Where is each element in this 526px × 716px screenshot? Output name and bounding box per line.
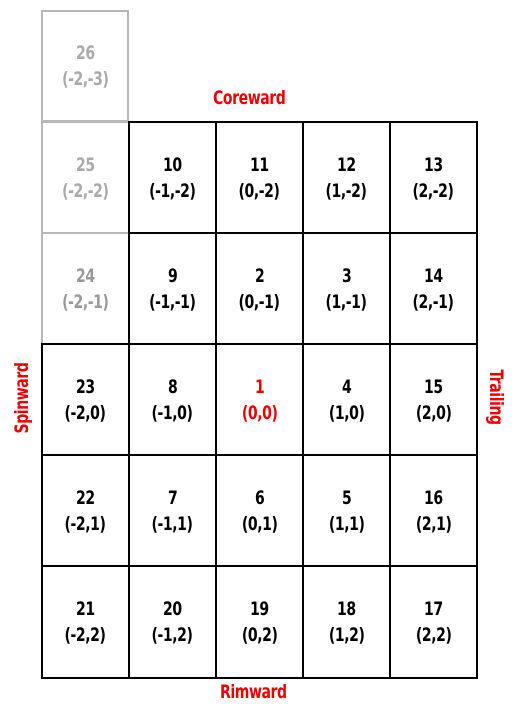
sector-cell <box>302 232 391 345</box>
sector-number: 6 <box>254 486 265 509</box>
sector-number: 8 <box>167 375 178 398</box>
sector-number: 21 <box>76 598 95 620</box>
sector-coordinate: (-2,-1) <box>62 290 109 313</box>
sector-cell <box>389 232 478 345</box>
sector-coordinate: (-1,1) <box>151 512 193 535</box>
sector-coordinate: (-2,-3) <box>61 68 109 90</box>
sector-number: 13 <box>424 153 443 176</box>
sector-number: 26 <box>75 42 95 64</box>
sector-coordinate: (1,0) <box>328 401 365 424</box>
sector-coordinate: (2,1) <box>415 512 452 535</box>
sector-number: 12 <box>337 153 356 176</box>
sector-coordinate: (2,-1) <box>412 290 454 313</box>
sector-cell <box>215 343 304 456</box>
direction-label-spinward: Spinward <box>11 362 33 434</box>
sector-coordinate: (0,1) <box>241 512 278 535</box>
sector-number: 25 <box>76 153 95 176</box>
sector-number: 20 <box>163 598 182 620</box>
sector-cell <box>389 343 478 456</box>
sector-number: 4 <box>341 375 352 398</box>
sector-coordinate: (0,0) <box>241 401 278 424</box>
sector-number: 2 <box>254 264 265 287</box>
sector-coordinate: (-2,2) <box>64 624 106 646</box>
sector-cell <box>41 232 130 345</box>
sector-number: 18 <box>337 598 356 620</box>
sector-coordinate: (1,-1) <box>325 290 367 313</box>
direction-label-rimward: Rimward <box>220 681 287 703</box>
sector-number: 11 <box>250 153 269 176</box>
sector-coordinate: (1,2) <box>328 624 365 646</box>
sector-coordinate: (1,1) <box>328 512 365 535</box>
sector-number: 23 <box>76 375 95 398</box>
sector-coordinate: (-2,0) <box>64 401 106 424</box>
sector-coordinate: (-1,0) <box>151 401 193 424</box>
sector-number: 15 <box>424 375 443 398</box>
direction-label-coreward: Coreward <box>213 87 286 109</box>
sector-cell <box>302 454 391 567</box>
sector-number: 9 <box>167 264 178 287</box>
sector-coordinate: (2,-2) <box>412 179 454 202</box>
direction-label-trailing: Trailing <box>485 369 507 425</box>
sector-coordinate: (0,-2) <box>238 179 280 202</box>
sector-number: 24 <box>76 264 95 287</box>
sector-number: 19 <box>250 598 269 620</box>
sector-cell <box>302 565 391 679</box>
sector-cell <box>128 232 217 345</box>
sector-number: 7 <box>167 486 178 509</box>
sector-coordinate: (0,2) <box>241 624 278 646</box>
sector-cell <box>128 565 217 679</box>
sector-coordinate: (2,2) <box>415 624 452 646</box>
sector-cell <box>128 121 217 234</box>
sector-number: 10 <box>163 153 182 176</box>
sector-number: 3 <box>341 264 352 287</box>
sector-number: 22 <box>76 486 95 509</box>
sector-coordinate: (2,0) <box>415 401 452 424</box>
sector-cell <box>41 343 130 456</box>
sector-coordinate: (-2,-2) <box>62 179 109 202</box>
sector-cell <box>302 343 391 456</box>
sector-coordinate: (1,-2) <box>325 179 367 202</box>
sector-cell <box>302 121 391 234</box>
sector-cell <box>41 10 129 122</box>
sector-cell <box>215 565 304 679</box>
sector-cell <box>41 454 130 567</box>
sector-number: 14 <box>424 264 443 287</box>
sector-cell <box>128 343 217 456</box>
sector-cell <box>389 121 478 234</box>
sector-cell <box>215 454 304 567</box>
sector-cell <box>389 565 478 679</box>
sector-coordinate: (-1,2) <box>151 624 193 646</box>
sector-cell <box>41 565 130 679</box>
sector-cell <box>389 454 478 567</box>
sector-coordinate: (-1,-2) <box>149 179 196 202</box>
sector-cell <box>128 454 217 567</box>
sector-coordinate: (0,-1) <box>238 290 280 313</box>
sector-number: 16 <box>424 486 443 509</box>
sector-number: 1 <box>254 375 265 398</box>
sector-coordinate: (-1,-1) <box>149 290 196 313</box>
sector-number: 17 <box>424 598 443 620</box>
sector-cell <box>215 232 304 345</box>
sector-cell <box>41 121 130 234</box>
sector-cell <box>215 121 304 234</box>
sector-coordinate: (-2,1) <box>64 512 106 535</box>
sector-number: 5 <box>341 486 352 509</box>
